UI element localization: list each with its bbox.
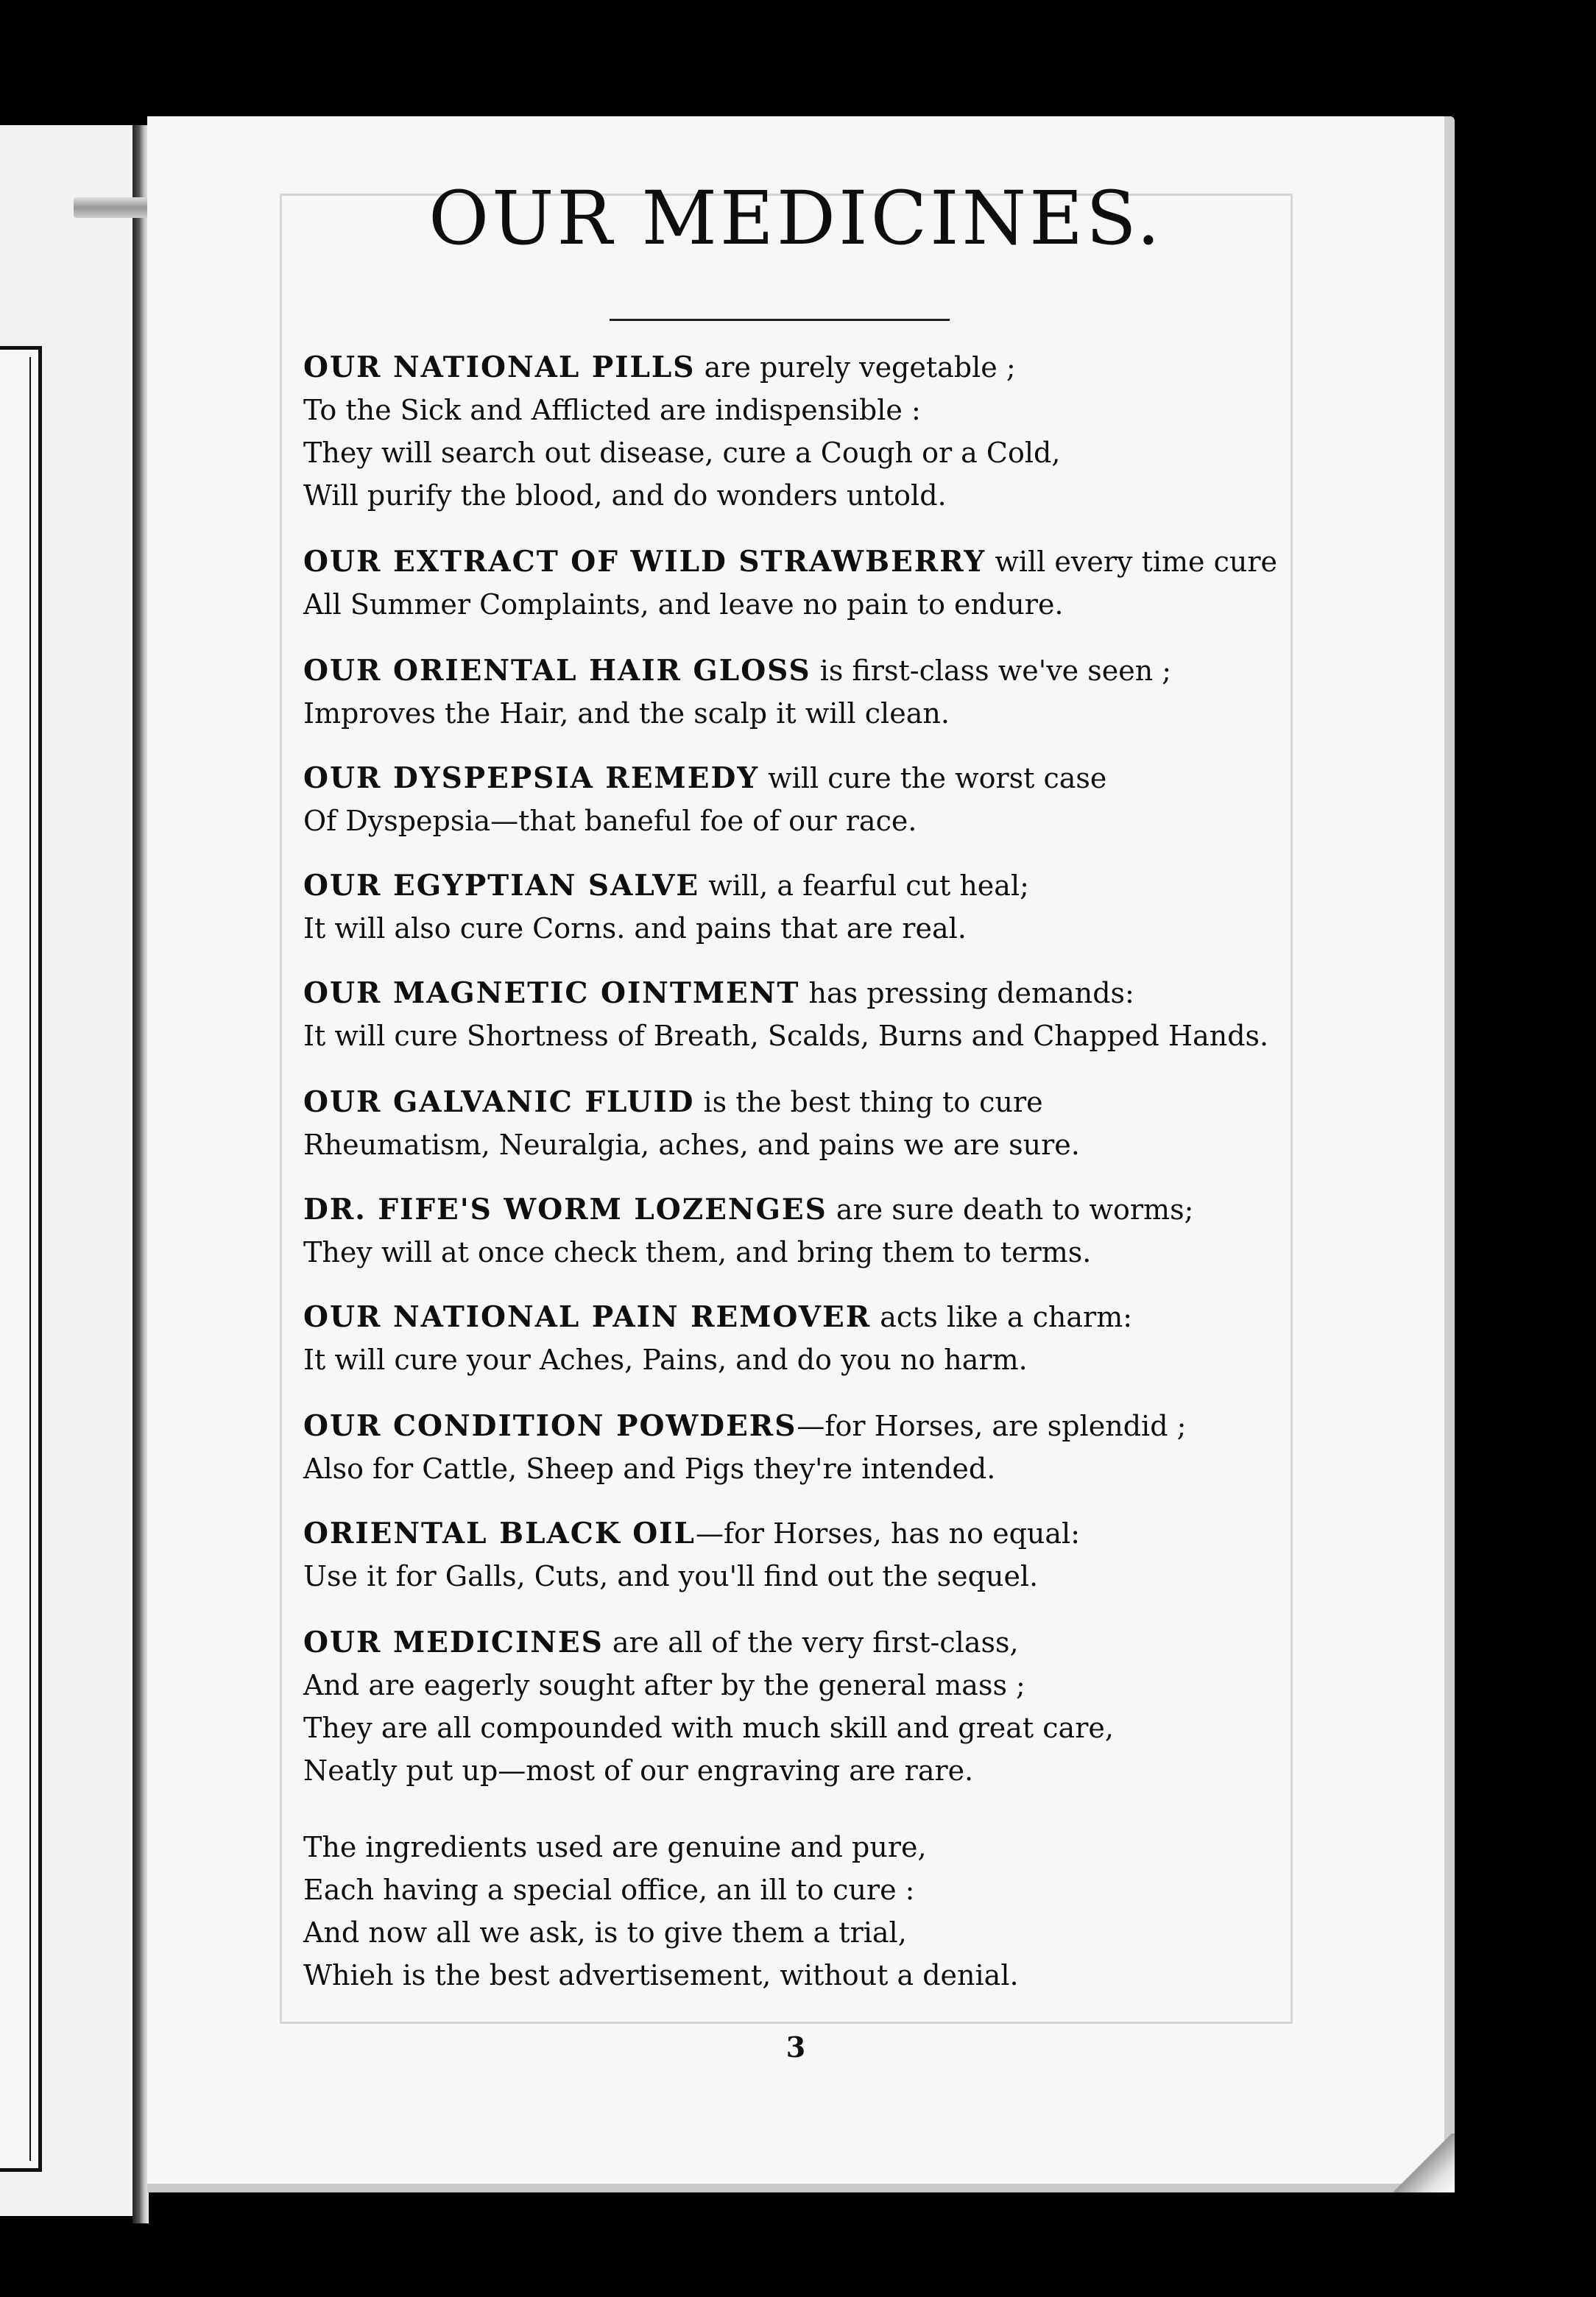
verse-line bbox=[303, 864, 1363, 907]
stanza bbox=[303, 864, 1363, 950]
verse-line bbox=[303, 540, 1363, 583]
product-name: DR. FIFE'S WORM LOZENGES bbox=[303, 1193, 827, 1227]
product-name: OUR NATIONAL PILLS bbox=[303, 350, 696, 384]
facing-page bbox=[0, 125, 140, 2216]
verse-line bbox=[303, 1081, 1363, 1123]
product-name: ORIENTAL BLACK OIL bbox=[303, 1517, 696, 1550]
verse-text: They are all compounded with much skill and great care, bbox=[303, 1712, 1114, 1744]
product-name: OUR CONDITION POWDERS bbox=[303, 1409, 797, 1443]
verse-text: Neatly put up—most of our engraving are rare. bbox=[303, 1754, 974, 1787]
verse-line bbox=[303, 649, 1363, 692]
verse-text: It will also cure Corns. and pains that are real. bbox=[303, 912, 967, 945]
verse-line bbox=[303, 431, 1363, 474]
verse-text: The ingredients used are genuine and pure, bbox=[303, 1831, 927, 1863]
product-name: OUR ORIENTAL HAIR GLOSS bbox=[303, 654, 811, 688]
verse-line bbox=[303, 1405, 1363, 1447]
verse-line bbox=[303, 757, 1363, 800]
verse-text: All Summer Complaints, and leave no pain to endure. bbox=[303, 588, 1064, 621]
verse-text: —for Horses, are splendid ; bbox=[797, 1410, 1187, 1442]
verse-line bbox=[303, 1826, 1363, 1869]
stanza bbox=[303, 540, 1363, 626]
stanza bbox=[303, 1621, 1363, 1792]
verse-text: Rheumatism, Neuralgia, aches, and pains we are sure. bbox=[303, 1129, 1080, 1161]
verse-line bbox=[303, 1338, 1363, 1381]
verse-text: acts like a charm: bbox=[871, 1301, 1133, 1333]
verse-text: —for Horses, has no equal: bbox=[695, 1517, 1081, 1550]
verse-line bbox=[303, 583, 1363, 626]
title-rule bbox=[610, 319, 950, 321]
verse-text: It will cure Shortness of Breath, Scalds, Burns and Chapped Hands. bbox=[303, 1020, 1269, 1052]
verse-text: will cure the worst case bbox=[759, 762, 1107, 794]
verse-text: Use it for Galls, Cuts, and you'll find out the sequel. bbox=[303, 1560, 1039, 1592]
verse-text: Of Dyspepsia—that baneful foe of our race. bbox=[303, 805, 917, 837]
verse-text: They will search out disease, cure a Cough or a Cold, bbox=[303, 437, 1061, 469]
verse-text: has pressing demands: bbox=[799, 977, 1134, 1009]
stanza bbox=[303, 649, 1363, 735]
verse-line bbox=[303, 1123, 1363, 1166]
verse-text: is first-class we've seen ; bbox=[811, 654, 1172, 687]
verse-line bbox=[303, 1555, 1363, 1598]
verse-line bbox=[303, 692, 1363, 735]
verse-text: Will purify the blood, and do wonders untold. bbox=[303, 479, 947, 512]
book-page bbox=[147, 116, 1455, 2192]
verse-line bbox=[303, 474, 1363, 517]
verse-text: will, a fearful cut heal; bbox=[699, 869, 1029, 902]
verse-text: Also for Cattle, Sheep and Pigs they're intended. bbox=[303, 1453, 996, 1485]
product-name: OUR EGYPTIAN SALVE bbox=[303, 869, 700, 903]
verse-line bbox=[303, 1869, 1363, 1911]
verse-line bbox=[303, 1749, 1363, 1792]
stanza bbox=[303, 757, 1363, 842]
verse-line bbox=[303, 1954, 1363, 1997]
verse-line bbox=[303, 1188, 1363, 1231]
verse-line bbox=[303, 1664, 1363, 1707]
stanza bbox=[303, 972, 1363, 1057]
verse-line bbox=[303, 1512, 1363, 1555]
verse-text: They will at once check them, and bring them to terms. bbox=[303, 1236, 1092, 1269]
verse-text: To the Sick and Afflicted are indispensible : bbox=[303, 394, 921, 426]
verse-text: And are eagerly sought after by the general mass ; bbox=[303, 1669, 1025, 1701]
stanza bbox=[303, 1296, 1363, 1381]
verse-line bbox=[303, 389, 1363, 431]
verse-text: It will cure your Aches, Pains, and do you no harm. bbox=[303, 1344, 1028, 1376]
stanza bbox=[303, 1405, 1363, 1490]
stanza bbox=[303, 346, 1363, 517]
verse-line bbox=[303, 800, 1363, 842]
verse-line bbox=[303, 1707, 1363, 1749]
stanza bbox=[303, 1826, 1363, 1997]
product-name: OUR NATIONAL PAIN REMOVER bbox=[303, 1300, 872, 1334]
stanza bbox=[303, 1188, 1363, 1274]
verse-line bbox=[303, 346, 1363, 389]
verse-text: Improves the Hair, and the scalp it will clean. bbox=[303, 697, 950, 730]
verse-line bbox=[303, 1231, 1363, 1274]
verse-line bbox=[303, 972, 1363, 1015]
product-name: OUR DYSPEPSIA REMEDY bbox=[303, 761, 760, 795]
verse-line bbox=[303, 1621, 1363, 1664]
verse-text: are sure death to worms; bbox=[827, 1193, 1194, 1226]
stanza bbox=[303, 1512, 1363, 1598]
verse-text: will every time cure bbox=[986, 546, 1277, 578]
facing-page-frame bbox=[0, 346, 42, 2172]
page-number: 3 bbox=[785, 2030, 806, 2064]
verse-line bbox=[303, 1015, 1363, 1057]
verse-text: are purely vegetable ; bbox=[695, 351, 1016, 384]
product-name: OUR MEDICINES bbox=[303, 1626, 604, 1659]
page-title: OUR MEDICINES. bbox=[428, 175, 1163, 261]
product-name: OUR GALVANIC FLUID bbox=[303, 1085, 695, 1119]
verse-line bbox=[303, 1911, 1363, 1954]
verse-text: Each having a special office, an ill to cure : bbox=[303, 1874, 915, 1906]
book-spine bbox=[133, 125, 149, 2223]
product-name: OUR EXTRACT OF WILD STRAWBERRY bbox=[303, 545, 986, 579]
stanza bbox=[303, 1081, 1363, 1166]
verse-text: And now all we ask, is to give them a trial, bbox=[303, 1916, 907, 1949]
verse-text: are all of the very first-class, bbox=[603, 1626, 1019, 1659]
verse-line bbox=[303, 907, 1363, 950]
verse-text: Whieh is the best advertisement, without a denial. bbox=[303, 1959, 1019, 1991]
verse-text: is the best thing to cure bbox=[694, 1086, 1043, 1118]
product-name: OUR MAGNETIC OINTMENT bbox=[303, 976, 800, 1010]
verse-line bbox=[303, 1296, 1363, 1338]
page-corner-curl bbox=[1388, 2134, 1455, 2192]
verse-line bbox=[303, 1447, 1363, 1490]
